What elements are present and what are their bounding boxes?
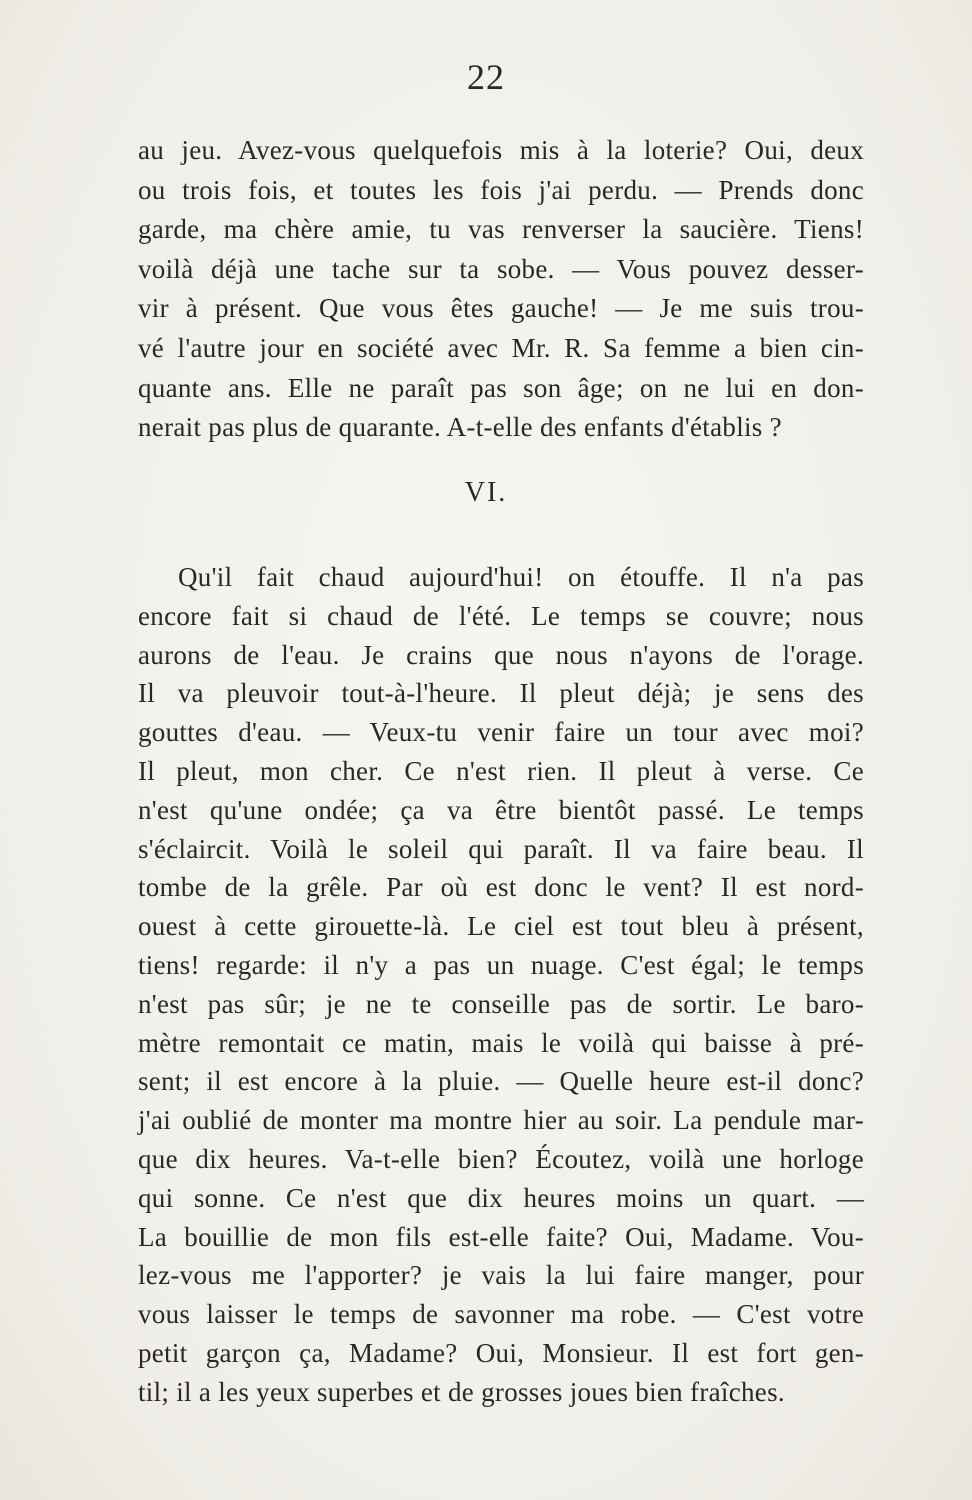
text-line: Il va pleuvoir tout-à-l'heure. Il pleut déjà; je sens des (138, 678, 864, 709)
paragraph-continued (138, 131, 864, 448)
text-line: encore fait si chaud de l'été. Le temps se couvre; nous (138, 600, 864, 631)
text-line: quante ans. Elle ne paraît pas son âge; on ne lui en don- (138, 372, 864, 403)
text-line: tiens! regarde: il n'y a pas un nuage. C'est égal; le temps (138, 949, 864, 980)
paragraph-section-vi (138, 558, 864, 1412)
text-line: que dix heures. Va-t-elle bien? Écoutez, voilà une horloge (138, 1143, 864, 1174)
text-line: vé l'autre jour en société avec Mr. R. Sa femme a bien cin- (138, 332, 864, 363)
text-line: au jeu. Avez-vous quelquefois mis à la loterie? Oui, deux (138, 135, 864, 165)
text-line: n'est qu'une ondée; ça va être bientôt passé. Le temps (138, 794, 864, 825)
text-line: lez-vous me l'apporter? je vais la lui faire manger, pour (138, 1260, 864, 1291)
text-line: sent; il est encore à la pluie. — Quelle heure est-il donc? (138, 1066, 864, 1097)
text-line: ou trois fois, et toutes les fois j'ai perdu. — Prends donc (138, 174, 864, 205)
text-line: tombe de la grêle. Par où est donc le vent? Il est nord- (138, 872, 864, 903)
text-line: Il pleut, mon cher. Ce n'est rien. Il pleut à verse. Ce (138, 755, 864, 786)
text-line: qui sonne. Ce n'est que dix heures moins un quart. — (138, 1182, 864, 1213)
text-line: Qu'il fait chaud aujourd'hui! on étouffe. Il n'a pas (178, 562, 864, 592)
page-number: 22 (467, 57, 505, 97)
text-line: ouest à cette girouette-là. Le ciel est tout bleu à présent, (138, 911, 864, 942)
text-line: til; il a les yeux superbes et de grosses joues bien fraîches. (138, 1376, 785, 1407)
text-line: La bouillie de mon fils est-elle faite? Oui, Madame. Vou- (138, 1221, 864, 1252)
text-line: n'est pas sûr; je ne te conseille pas de sortir. Le baro- (138, 988, 864, 1019)
text-line: garde, ma chère amie, tu vas renverser la saucière. Tiens! (138, 214, 864, 245)
text-line: mètre remontait ce matin, mais le voilà qui baisse à pré- (138, 1027, 864, 1058)
text-line: petit garçon ça, Madame? Oui, Monsieur. Il est fort gen- (138, 1337, 864, 1368)
text-line: aurons de l'eau. Je crains que nous n'ayons de l'orage. (138, 639, 864, 670)
text-line: s'éclaircit. Voilà le soleil qui paraît. Il va faire beau. Il (138, 833, 864, 864)
text-line: j'ai oublié de monter ma montre hier au soir. La pendule mar- (138, 1105, 864, 1136)
text-line: vir à présent. Que vous êtes gauche! — Je me suis trou- (138, 293, 864, 324)
text-line: nerait pas plus de quarante. A-t-elle des enfants d'établis ? (138, 412, 782, 443)
text-line: gouttes d'eau. — Veux-tu venir faire un tour avec moi? (138, 717, 864, 748)
text-line: vous laisser le temps de savonner ma robe. — C'est votre (138, 1299, 864, 1330)
section-heading: VI. (464, 477, 508, 508)
text-line: voilà déjà une tache sur ta sobe. — Vous pouvez desser- (138, 253, 864, 284)
